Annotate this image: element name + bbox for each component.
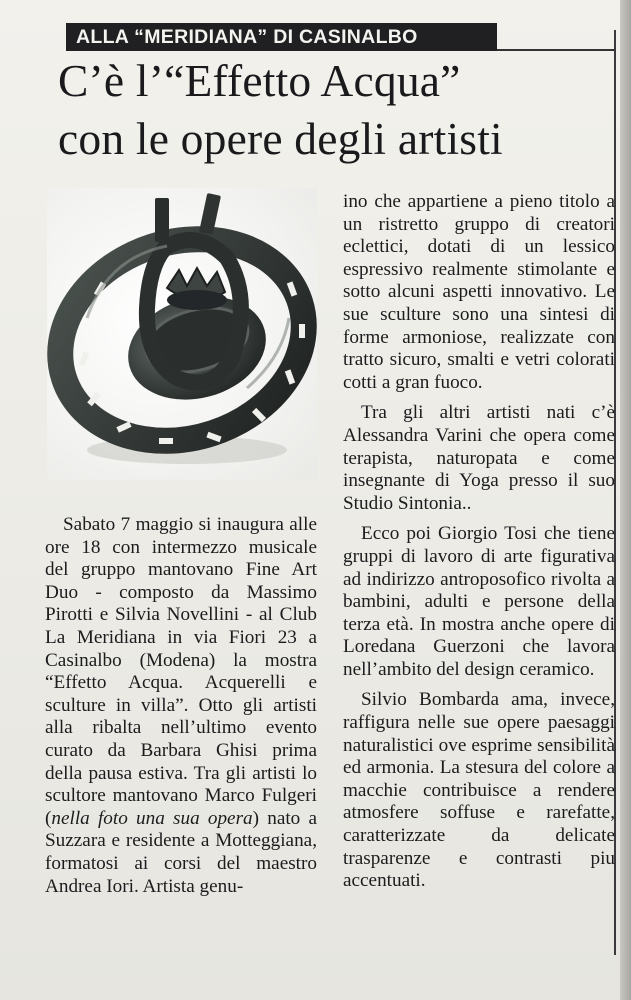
paragraph: [45, 514, 317, 898]
article-column-right: [343, 191, 615, 893]
paragraph: Tra gli altri artisti nati c’è Alessandra Varini che opera come terapista, naturopata e come insegnante di Yoga presso il suo Studio Sintonia..: [343, 402, 615, 514]
paragraph-text: ) nato a Suzzara e residente a Motteggiana, formatosi ai corsi del maestro Andrea Iori. Artista genu-: [45, 807, 317, 897]
headline-line-2: con le opere degli artisti: [58, 113, 503, 164]
sculpture-icon: [47, 188, 317, 480]
photo-caption-text: nella foto una sua opera: [51, 807, 253, 829]
headline: [58, 52, 618, 168]
paragraph: ino che appartiene a pieno titolo a un ristretto gruppo di creatori eclettici, dotati di un lessico espressivo realmente stimolante e sotto alcuni aspetti innovativo. Le sue sculture sono una sintesi di forme armoniose, realizzate con tratto sicuro, smalti e vetri colorati cotti a gran fuoco.: [343, 191, 615, 393]
sculpture-photo: [47, 188, 317, 480]
paragraph: Silvio Bombarda ama, invece, raffigura nelle sue opere paesaggi naturalistici ove esprime sensibilità ed armonia. La stesura del colore a macchie contribuisce a rendere atmosfere soffuse e rarefatte, caratterizzate da delicate trasparenze e contrasti piu accentuati.: [343, 689, 615, 892]
kicker-banner: ALLA “MERIDIANA” DI CASINALBO: [66, 23, 497, 51]
headline-line-1: C’è l’“Effetto Acqua”: [58, 55, 461, 106]
paragraph: Ecco poi Giorgio Tosi che tiene gruppi di lavoro di arte figurativa ad indirizzo antroposofico rivolta a bambini, adulti e persone della terza età. In mostra anche opere di Loredana Guerzoni che lavora nell’ambito del design ceramico.: [343, 523, 615, 680]
page-edge-shadow: [620, 0, 631, 1000]
paragraph-text: Sabato 7 maggio si inaugura alle ore 18 con intermezzo musicale del gruppo mantovano Fine Art Duo - composto da Massimo Pirotti e Silvia Novellini - al Club La Meridiana in via Fiori 23 a Casinalbo (Modena) la mostra “Effetto Acqua. Acquerelli e sculture in villa”. Otto gli artisti alla ribalta nell’ultimo evento curato da Barbara Ghisi prima della pausa estiva. Tra gli artisti lo scultore mantovano Marco Fulgeri (: [45, 514, 317, 829]
article-column-left: [45, 514, 317, 898]
